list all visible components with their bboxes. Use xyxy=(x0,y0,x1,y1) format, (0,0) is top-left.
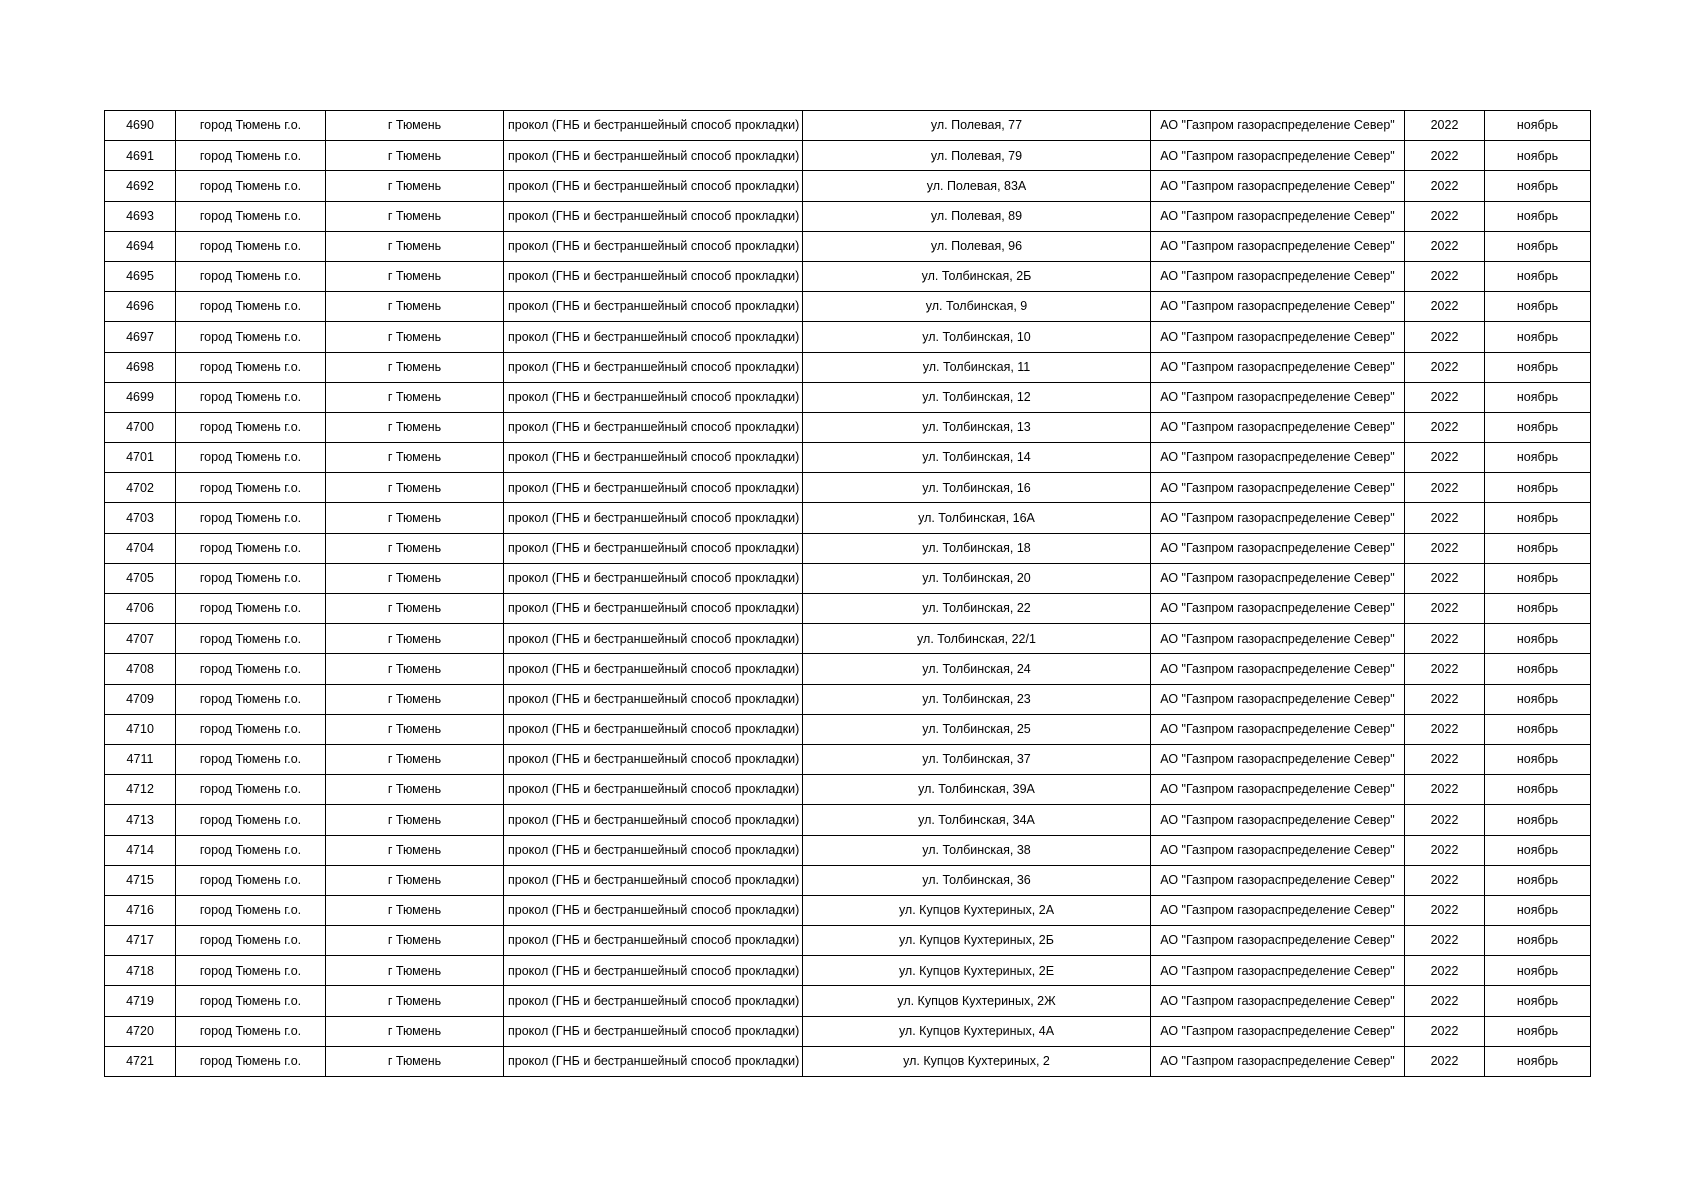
address-cell: ул. Толбинская, 10 xyxy=(803,322,1151,352)
table-row xyxy=(105,926,1591,956)
table-row xyxy=(105,684,1591,714)
table-row xyxy=(105,805,1591,835)
row-number-cell: 4714 xyxy=(105,835,176,865)
district-cell: город Тюмень г.о. xyxy=(176,171,326,201)
city-cell: г Тюмень xyxy=(326,684,504,714)
district-cell: город Тюмень г.о. xyxy=(176,111,326,141)
year-cell: 2022 xyxy=(1405,775,1485,805)
address-cell: ул. Толбинская, 20 xyxy=(803,563,1151,593)
address-cell: ул. Толбинская, 12 xyxy=(803,382,1151,412)
row-number-cell: 4690 xyxy=(105,111,176,141)
year-cell: 2022 xyxy=(1405,835,1485,865)
organization-cell: АО "Газпром газораспределение Север" xyxy=(1151,231,1405,261)
organization-cell: АО "Газпром газораспределение Север" xyxy=(1151,352,1405,382)
year-cell: 2022 xyxy=(1405,926,1485,956)
address-cell: ул. Толбинская, 11 xyxy=(803,352,1151,382)
organization-cell: АО "Газпром газораспределение Север" xyxy=(1151,624,1405,654)
method-cell: прокол (ГНБ и бестраншейный способ прокладки) xyxy=(504,895,803,925)
table-row xyxy=(105,171,1591,201)
year-cell: 2022 xyxy=(1405,563,1485,593)
method-cell: прокол (ГНБ и бестраншейный способ прокладки) xyxy=(504,714,803,744)
address-cell: ул. Толбинская, 39А xyxy=(803,775,1151,805)
table-row xyxy=(105,261,1591,291)
city-cell: г Тюмень xyxy=(326,594,504,624)
method-cell: прокол (ГНБ и бестраншейный способ прокладки) xyxy=(504,956,803,986)
row-number-cell: 4715 xyxy=(105,865,176,895)
city-cell: г Тюмень xyxy=(326,231,504,261)
year-cell: 2022 xyxy=(1405,231,1485,261)
year-cell: 2022 xyxy=(1405,352,1485,382)
row-number-cell: 4698 xyxy=(105,352,176,382)
address-cell: ул. Толбинская, 18 xyxy=(803,533,1151,563)
address-cell: ул. Толбинская, 23 xyxy=(803,684,1151,714)
year-cell: 2022 xyxy=(1405,261,1485,291)
organization-cell: АО "Газпром газораспределение Север" xyxy=(1151,382,1405,412)
organization-cell: АО "Газпром газораспределение Север" xyxy=(1151,412,1405,442)
row-number-cell: 4699 xyxy=(105,382,176,412)
year-cell: 2022 xyxy=(1405,1046,1485,1076)
year-cell: 2022 xyxy=(1405,744,1485,774)
method-cell: прокол (ГНБ и бестраншейный способ прокладки) xyxy=(504,503,803,533)
table-row xyxy=(105,895,1591,925)
city-cell: г Тюмень xyxy=(326,1046,504,1076)
row-number-cell: 4692 xyxy=(105,171,176,201)
method-cell: прокол (ГНБ и бестраншейный способ прокладки) xyxy=(504,292,803,322)
district-cell: город Тюмень г.о. xyxy=(176,231,326,261)
city-cell: г Тюмень xyxy=(326,141,504,171)
month-cell: ноябрь xyxy=(1485,563,1591,593)
district-cell: город Тюмень г.о. xyxy=(176,684,326,714)
row-number-cell: 4694 xyxy=(105,231,176,261)
row-number-cell: 4709 xyxy=(105,684,176,714)
city-cell: г Тюмень xyxy=(326,111,504,141)
table-row xyxy=(105,714,1591,744)
method-cell: прокол (ГНБ и бестраншейный способ прокладки) xyxy=(504,775,803,805)
city-cell: г Тюмень xyxy=(326,443,504,473)
year-cell: 2022 xyxy=(1405,654,1485,684)
row-number-cell: 4700 xyxy=(105,412,176,442)
table-body xyxy=(105,111,1591,1077)
city-cell: г Тюмень xyxy=(326,835,504,865)
row-number-cell: 4713 xyxy=(105,805,176,835)
organization-cell: АО "Газпром газораспределение Север" xyxy=(1151,714,1405,744)
organization-cell: АО "Газпром газораспределение Север" xyxy=(1151,171,1405,201)
method-cell: прокол (ГНБ и бестраншейный способ прокладки) xyxy=(504,231,803,261)
district-cell: город Тюмень г.о. xyxy=(176,895,326,925)
method-cell: прокол (ГНБ и бестраншейный способ прокладки) xyxy=(504,473,803,503)
table-row xyxy=(105,1046,1591,1076)
city-cell: г Тюмень xyxy=(326,956,504,986)
city-cell: г Тюмень xyxy=(326,473,504,503)
organization-cell: АО "Газпром газораспределение Север" xyxy=(1151,986,1405,1016)
city-cell: г Тюмень xyxy=(326,352,504,382)
table-row xyxy=(105,956,1591,986)
district-cell: город Тюмень г.о. xyxy=(176,865,326,895)
organization-cell: АО "Газпром газораспределение Север" xyxy=(1151,292,1405,322)
district-cell: город Тюмень г.о. xyxy=(176,744,326,774)
year-cell: 2022 xyxy=(1405,865,1485,895)
year-cell: 2022 xyxy=(1405,624,1485,654)
table-row xyxy=(105,865,1591,895)
row-number-cell: 4717 xyxy=(105,926,176,956)
method-cell: прокол (ГНБ и бестраншейный способ прокладки) xyxy=(504,201,803,231)
month-cell: ноябрь xyxy=(1485,201,1591,231)
month-cell: ноябрь xyxy=(1485,141,1591,171)
city-cell: г Тюмень xyxy=(326,744,504,774)
city-cell: г Тюмень xyxy=(326,775,504,805)
year-cell: 2022 xyxy=(1405,594,1485,624)
district-cell: город Тюмень г.о. xyxy=(176,322,326,352)
address-cell: ул. Купцов Кухтериных, 2Ж xyxy=(803,986,1151,1016)
table-row xyxy=(105,624,1591,654)
row-number-cell: 4702 xyxy=(105,473,176,503)
month-cell: ноябрь xyxy=(1485,322,1591,352)
year-cell: 2022 xyxy=(1405,141,1485,171)
month-cell: ноябрь xyxy=(1485,1016,1591,1046)
organization-cell: АО "Газпром газораспределение Север" xyxy=(1151,775,1405,805)
year-cell: 2022 xyxy=(1405,201,1485,231)
row-number-cell: 4718 xyxy=(105,956,176,986)
district-cell: город Тюмень г.о. xyxy=(176,1016,326,1046)
row-number-cell: 4693 xyxy=(105,201,176,231)
district-cell: город Тюмень г.о. xyxy=(176,412,326,442)
table-row xyxy=(105,1016,1591,1046)
month-cell: ноябрь xyxy=(1485,805,1591,835)
method-cell: прокол (ГНБ и бестраншейный способ прокладки) xyxy=(504,322,803,352)
address-cell: ул. Толбинская, 25 xyxy=(803,714,1151,744)
district-cell: город Тюмень г.о. xyxy=(176,141,326,171)
address-cell: ул. Толбинская, 14 xyxy=(803,443,1151,473)
table-row xyxy=(105,986,1591,1016)
month-cell: ноябрь xyxy=(1485,171,1591,201)
method-cell: прокол (ГНБ и бестраншейный способ прокладки) xyxy=(504,261,803,291)
row-number-cell: 4705 xyxy=(105,563,176,593)
district-cell: город Тюмень г.о. xyxy=(176,986,326,1016)
organization-cell: АО "Газпром газораспределение Север" xyxy=(1151,563,1405,593)
district-cell: город Тюмень г.о. xyxy=(176,775,326,805)
city-cell: г Тюмень xyxy=(326,865,504,895)
city-cell: г Тюмень xyxy=(326,563,504,593)
year-cell: 2022 xyxy=(1405,292,1485,322)
address-cell: ул. Купцов Кухтериных, 2 xyxy=(803,1046,1151,1076)
city-cell: г Тюмень xyxy=(326,805,504,835)
method-cell: прокол (ГНБ и бестраншейный способ прокладки) xyxy=(504,171,803,201)
district-cell: город Тюмень г.о. xyxy=(176,503,326,533)
row-number-cell: 4697 xyxy=(105,322,176,352)
city-cell: г Тюмень xyxy=(326,624,504,654)
row-number-cell: 4695 xyxy=(105,261,176,291)
city-cell: г Тюмень xyxy=(326,292,504,322)
year-cell: 2022 xyxy=(1405,1016,1485,1046)
year-cell: 2022 xyxy=(1405,805,1485,835)
row-number-cell: 4704 xyxy=(105,533,176,563)
table-row xyxy=(105,322,1591,352)
year-cell: 2022 xyxy=(1405,171,1485,201)
month-cell: ноябрь xyxy=(1485,292,1591,322)
month-cell: ноябрь xyxy=(1485,1046,1591,1076)
method-cell: прокол (ГНБ и бестраншейный способ прокладки) xyxy=(504,865,803,895)
district-cell: город Тюмень г.о. xyxy=(176,261,326,291)
organization-cell: АО "Газпром газораспределение Север" xyxy=(1151,503,1405,533)
year-cell: 2022 xyxy=(1405,322,1485,352)
organization-cell: АО "Газпром газораспределение Север" xyxy=(1151,895,1405,925)
address-cell: ул. Купцов Кухтериных, 4А xyxy=(803,1016,1151,1046)
table-row xyxy=(105,775,1591,805)
city-cell: г Тюмень xyxy=(326,654,504,684)
month-cell: ноябрь xyxy=(1485,895,1591,925)
row-number-cell: 4706 xyxy=(105,594,176,624)
address-cell: ул. Полевая, 79 xyxy=(803,141,1151,171)
organization-cell: АО "Газпром газораспределение Север" xyxy=(1151,684,1405,714)
organization-cell: АО "Газпром газораспределение Север" xyxy=(1151,926,1405,956)
month-cell: ноябрь xyxy=(1485,412,1591,442)
organization-cell: АО "Газпром газораспределение Север" xyxy=(1151,865,1405,895)
row-number-cell: 4711 xyxy=(105,744,176,774)
district-cell: город Тюмень г.о. xyxy=(176,926,326,956)
organization-cell: АО "Газпром газораспределение Север" xyxy=(1151,322,1405,352)
year-cell: 2022 xyxy=(1405,412,1485,442)
month-cell: ноябрь xyxy=(1485,473,1591,503)
city-cell: г Тюмень xyxy=(326,926,504,956)
method-cell: прокол (ГНБ и бестраншейный способ прокладки) xyxy=(504,533,803,563)
month-cell: ноябрь xyxy=(1485,231,1591,261)
year-cell: 2022 xyxy=(1405,443,1485,473)
address-cell: ул. Полевая, 96 xyxy=(803,231,1151,261)
table-row xyxy=(105,352,1591,382)
table-row xyxy=(105,835,1591,865)
organization-cell: АО "Газпром газораспределение Север" xyxy=(1151,956,1405,986)
city-cell: г Тюмень xyxy=(326,533,504,563)
row-number-cell: 4708 xyxy=(105,654,176,684)
address-cell: ул. Толбинская, 2Б xyxy=(803,261,1151,291)
district-cell: город Тюмень г.о. xyxy=(176,654,326,684)
address-cell: ул. Купцов Кухтериных, 2Б xyxy=(803,926,1151,956)
month-cell: ноябрь xyxy=(1485,926,1591,956)
works-schedule-table xyxy=(104,110,1591,1077)
table-row xyxy=(105,533,1591,563)
address-cell: ул. Толбинская, 22/1 xyxy=(803,624,1151,654)
table-row xyxy=(105,231,1591,261)
method-cell: прокол (ГНБ и бестраншейный способ прокладки) xyxy=(504,986,803,1016)
year-cell: 2022 xyxy=(1405,503,1485,533)
year-cell: 2022 xyxy=(1405,956,1485,986)
district-cell: город Тюмень г.о. xyxy=(176,473,326,503)
city-cell: г Тюмень xyxy=(326,322,504,352)
district-cell: город Тюмень г.о. xyxy=(176,443,326,473)
year-cell: 2022 xyxy=(1405,382,1485,412)
year-cell: 2022 xyxy=(1405,684,1485,714)
district-cell: город Тюмень г.о. xyxy=(176,382,326,412)
organization-cell: АО "Газпром газораспределение Север" xyxy=(1151,473,1405,503)
row-number-cell: 4691 xyxy=(105,141,176,171)
organization-cell: АО "Газпром газораспределение Север" xyxy=(1151,594,1405,624)
method-cell: прокол (ГНБ и бестраншейный способ прокладки) xyxy=(504,111,803,141)
table-row xyxy=(105,473,1591,503)
month-cell: ноябрь xyxy=(1485,956,1591,986)
district-cell: город Тюмень г.о. xyxy=(176,292,326,322)
organization-cell: АО "Газпром газораспределение Север" xyxy=(1151,835,1405,865)
row-number-cell: 4696 xyxy=(105,292,176,322)
district-cell: город Тюмень г.о. xyxy=(176,201,326,231)
method-cell: прокол (ГНБ и бестраншейный способ прокладки) xyxy=(504,594,803,624)
method-cell: прокол (ГНБ и бестраншейный способ прокладки) xyxy=(504,654,803,684)
method-cell: прокол (ГНБ и бестраншейный способ прокладки) xyxy=(504,926,803,956)
month-cell: ноябрь xyxy=(1485,111,1591,141)
year-cell: 2022 xyxy=(1405,473,1485,503)
row-number-cell: 4721 xyxy=(105,1046,176,1076)
organization-cell: АО "Газпром газораспределение Север" xyxy=(1151,1046,1405,1076)
address-cell: ул. Толбинская, 13 xyxy=(803,412,1151,442)
year-cell: 2022 xyxy=(1405,714,1485,744)
address-cell: ул. Толбинская, 24 xyxy=(803,654,1151,684)
table-row xyxy=(105,141,1591,171)
row-number-cell: 4701 xyxy=(105,443,176,473)
organization-cell: АО "Газпром газораспределение Север" xyxy=(1151,654,1405,684)
month-cell: ноябрь xyxy=(1485,654,1591,684)
table-row xyxy=(105,382,1591,412)
year-cell: 2022 xyxy=(1405,533,1485,563)
table-row xyxy=(105,744,1591,774)
organization-cell: АО "Газпром газораспределение Север" xyxy=(1151,111,1405,141)
method-cell: прокол (ГНБ и бестраншейный способ прокладки) xyxy=(504,805,803,835)
month-cell: ноябрь xyxy=(1485,684,1591,714)
city-cell: г Тюмень xyxy=(326,895,504,925)
organization-cell: АО "Газпром газораспределение Север" xyxy=(1151,261,1405,291)
district-cell: город Тюмень г.о. xyxy=(176,352,326,382)
address-cell: ул. Толбинская, 9 xyxy=(803,292,1151,322)
organization-cell: АО "Газпром газораспределение Север" xyxy=(1151,805,1405,835)
month-cell: ноябрь xyxy=(1485,533,1591,563)
organization-cell: АО "Газпром газораспределение Север" xyxy=(1151,141,1405,171)
organization-cell: АО "Газпром газораспределение Север" xyxy=(1151,201,1405,231)
month-cell: ноябрь xyxy=(1485,443,1591,473)
organization-cell: АО "Газпром газораспределение Север" xyxy=(1151,744,1405,774)
city-cell: г Тюмень xyxy=(326,382,504,412)
district-cell: город Тюмень г.о. xyxy=(176,714,326,744)
row-number-cell: 4716 xyxy=(105,895,176,925)
method-cell: прокол (ГНБ и бестраншейный способ прокладки) xyxy=(504,352,803,382)
month-cell: ноябрь xyxy=(1485,352,1591,382)
city-cell: г Тюмень xyxy=(326,261,504,291)
city-cell: г Тюмень xyxy=(326,201,504,231)
address-cell: ул. Толбинская, 22 xyxy=(803,594,1151,624)
method-cell: прокол (ГНБ и бестраншейный способ прокладки) xyxy=(504,1046,803,1076)
table-row xyxy=(105,594,1591,624)
district-cell: город Тюмень г.о. xyxy=(176,805,326,835)
address-cell: ул. Полевая, 89 xyxy=(803,201,1151,231)
method-cell: прокол (ГНБ и бестраншейный способ прокладки) xyxy=(504,744,803,774)
city-cell: г Тюмень xyxy=(326,412,504,442)
address-cell: ул. Купцов Кухтериных, 2Е xyxy=(803,956,1151,986)
method-cell: прокол (ГНБ и бестраншейный способ прокладки) xyxy=(504,412,803,442)
method-cell: прокол (ГНБ и бестраншейный способ прокладки) xyxy=(504,563,803,593)
district-cell: город Тюмень г.о. xyxy=(176,835,326,865)
district-cell: город Тюмень г.о. xyxy=(176,563,326,593)
organization-cell: АО "Газпром газораспределение Север" xyxy=(1151,533,1405,563)
method-cell: прокол (ГНБ и бестраншейный способ прокладки) xyxy=(504,382,803,412)
month-cell: ноябрь xyxy=(1485,261,1591,291)
table-row xyxy=(105,443,1591,473)
address-cell: ул. Толбинская, 37 xyxy=(803,744,1151,774)
district-cell: город Тюмень г.о. xyxy=(176,624,326,654)
district-cell: город Тюмень г.о. xyxy=(176,956,326,986)
address-cell: ул. Толбинская, 16А xyxy=(803,503,1151,533)
address-cell: ул. Купцов Кухтериных, 2А xyxy=(803,895,1151,925)
district-cell: город Тюмень г.о. xyxy=(176,594,326,624)
city-cell: г Тюмень xyxy=(326,1016,504,1046)
city-cell: г Тюмень xyxy=(326,714,504,744)
address-cell: ул. Полевая, 77 xyxy=(803,111,1151,141)
table-row xyxy=(105,292,1591,322)
table-row xyxy=(105,201,1591,231)
method-cell: прокол (ГНБ и бестраншейный способ прокладки) xyxy=(504,684,803,714)
table-row xyxy=(105,654,1591,684)
method-cell: прокол (ГНБ и бестраншейный способ прокладки) xyxy=(504,141,803,171)
district-cell: город Тюмень г.о. xyxy=(176,533,326,563)
month-cell: ноябрь xyxy=(1485,382,1591,412)
address-cell: ул. Полевая, 83А xyxy=(803,171,1151,201)
city-cell: г Тюмень xyxy=(326,503,504,533)
address-cell: ул. Толбинская, 38 xyxy=(803,835,1151,865)
district-cell: город Тюмень г.о. xyxy=(176,1046,326,1076)
city-cell: г Тюмень xyxy=(326,986,504,1016)
method-cell: прокол (ГНБ и бестраншейный способ прокладки) xyxy=(504,835,803,865)
table-row xyxy=(105,111,1591,141)
year-cell: 2022 xyxy=(1405,895,1485,925)
organization-cell: АО "Газпром газораспределение Север" xyxy=(1151,1016,1405,1046)
row-number-cell: 4712 xyxy=(105,775,176,805)
address-cell: ул. Толбинская, 34А xyxy=(803,805,1151,835)
year-cell: 2022 xyxy=(1405,986,1485,1016)
address-cell: ул. Толбинская, 36 xyxy=(803,865,1151,895)
month-cell: ноябрь xyxy=(1485,865,1591,895)
row-number-cell: 4719 xyxy=(105,986,176,1016)
row-number-cell: 4710 xyxy=(105,714,176,744)
row-number-cell: 4720 xyxy=(105,1016,176,1046)
month-cell: ноябрь xyxy=(1485,624,1591,654)
month-cell: ноябрь xyxy=(1485,775,1591,805)
month-cell: ноябрь xyxy=(1485,835,1591,865)
city-cell: г Тюмень xyxy=(326,171,504,201)
row-number-cell: 4707 xyxy=(105,624,176,654)
method-cell: прокол (ГНБ и бестраншейный способ прокладки) xyxy=(504,624,803,654)
address-cell: ул. Толбинская, 16 xyxy=(803,473,1151,503)
table-row xyxy=(105,563,1591,593)
row-number-cell: 4703 xyxy=(105,503,176,533)
month-cell: ноябрь xyxy=(1485,986,1591,1016)
organization-cell: АО "Газпром газораспределение Север" xyxy=(1151,443,1405,473)
month-cell: ноябрь xyxy=(1485,714,1591,744)
method-cell: прокол (ГНБ и бестраншейный способ прокладки) xyxy=(504,1016,803,1046)
month-cell: ноябрь xyxy=(1485,594,1591,624)
month-cell: ноябрь xyxy=(1485,503,1591,533)
table-row xyxy=(105,412,1591,442)
year-cell: 2022 xyxy=(1405,111,1485,141)
month-cell: ноябрь xyxy=(1485,744,1591,774)
method-cell: прокол (ГНБ и бестраншейный способ прокладки) xyxy=(504,443,803,473)
table-row xyxy=(105,503,1591,533)
